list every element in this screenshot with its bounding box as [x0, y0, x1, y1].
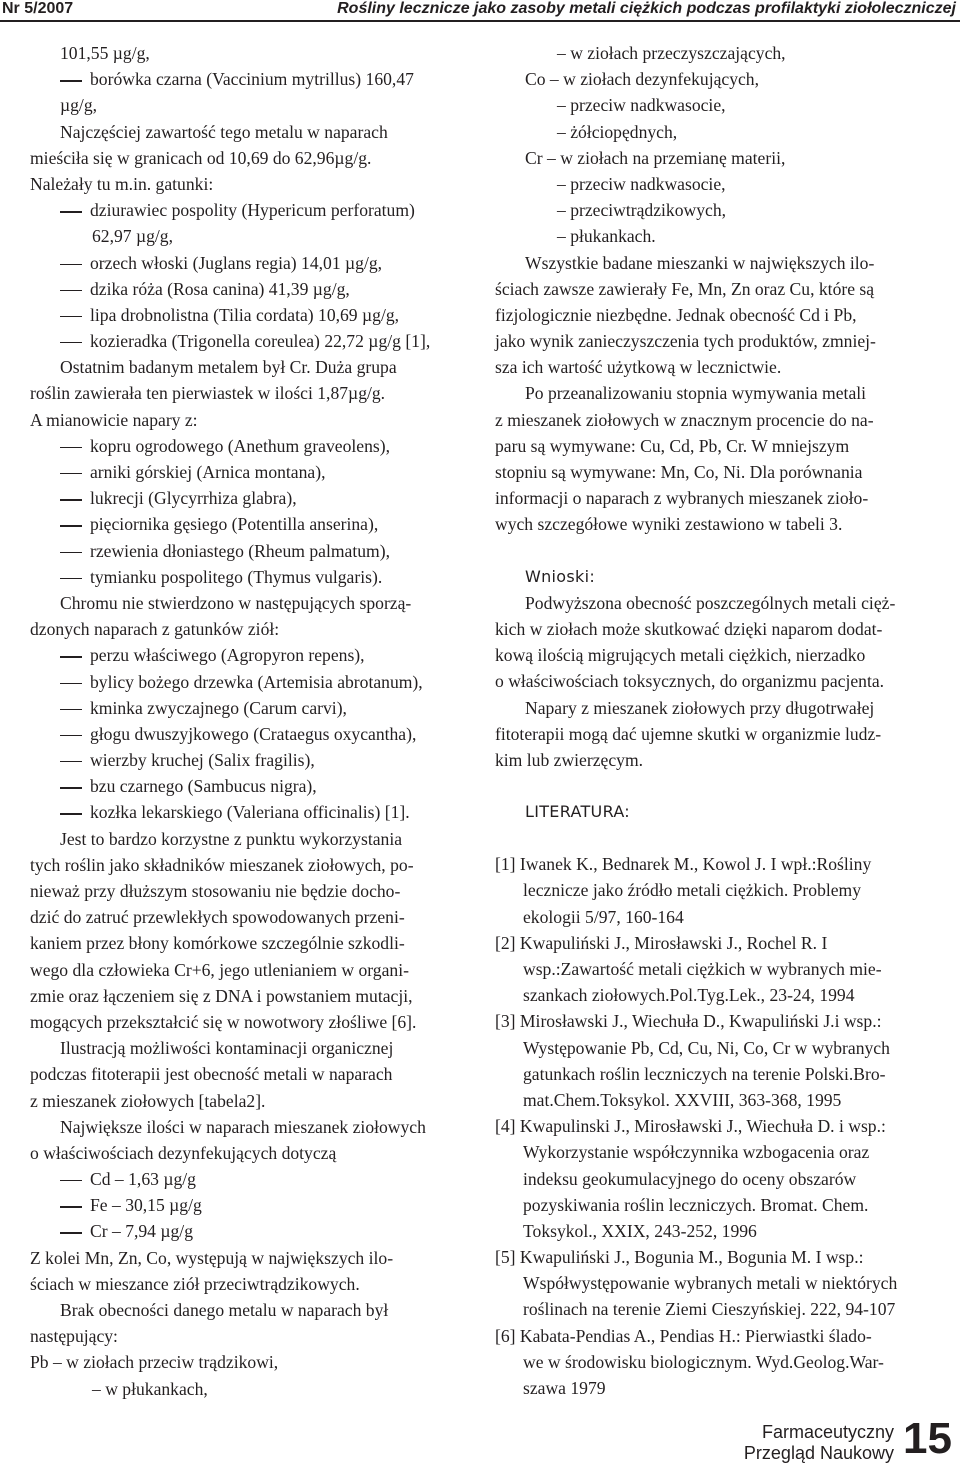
- text-line: [30, 669, 472, 695]
- line-text: kaniem przez błony komórkowe szczególnie szkodli-: [30, 933, 405, 954]
- spacer: [495, 773, 957, 799]
- spacer: [495, 538, 957, 564]
- line-text: Chromu nie stwierdzono w następujących sporzą-: [60, 592, 412, 613]
- line-text: – płukankach.: [557, 226, 656, 247]
- text-line: [495, 1008, 957, 1034]
- line-text: pozyskiwania roślin leczniczych. Bromat. Chem.: [523, 1194, 869, 1215]
- line-text: Toksykol., XXIX, 243-252, 1996: [523, 1220, 757, 1241]
- text-line: [30, 1140, 472, 1166]
- text-line: [495, 407, 957, 433]
- text-line: [495, 668, 957, 694]
- line-text: dzić do zatruć przewlekłych spowodowanych przeni-: [30, 907, 405, 928]
- section-heading: [495, 799, 957, 825]
- line-text: kozieradka (Trigonella coreulea) 22,72 µg/g [1],: [90, 331, 431, 352]
- line-text: gatunkach roślin leczniczych na terenie Polski.Bro-: [523, 1063, 886, 1084]
- text-line: [30, 250, 472, 276]
- text-line: [30, 930, 472, 956]
- text-line: [30, 590, 472, 616]
- left-column: [30, 40, 472, 1402]
- line-text: stopniu są wymywane: Mn, Co, Ni. Dla porównania: [495, 462, 863, 482]
- line-text: kową ilością migrujących metali ciężkich, nierzadko: [495, 645, 866, 666]
- line-text: Podwyższona obecność poszczególnych metali cięż-: [525, 592, 896, 613]
- text-line: [495, 1192, 957, 1218]
- line-text: Występowanie Pb, Cd, Cu, Ni, Co, Cr w wybranych: [523, 1037, 890, 1058]
- line-text: LITERATURA:: [525, 802, 630, 822]
- line-text: Cr – w ziołach na przemianę materii,: [525, 147, 786, 168]
- page-number: 15: [903, 1414, 952, 1463]
- text-line: [30, 66, 472, 92]
- line-text: następujący:: [30, 1326, 118, 1347]
- text-line: [495, 877, 957, 903]
- text-line: [495, 956, 957, 982]
- text-line: [495, 1166, 957, 1192]
- line-text: szankach ziołowych.Pol.Tyg.Lek., 23-24, 1994: [523, 985, 855, 1006]
- line-text: Z kolei Mn, Zn, Co, występują w największych ilo-: [30, 1247, 394, 1268]
- line-text: nieważ przy dłuższym stosowaniu nie będzie docho-: [30, 881, 401, 901]
- line-text: fizjologicznie niezbędne. Jednak obecność Cd i Pb,: [495, 304, 857, 325]
- line-text: dzika róża (Rosa canina) 41,39 µg/g,: [90, 278, 350, 299]
- line-text: roślin zawierała ten pierwiastek w ilości 1,87µg/g.: [30, 383, 386, 404]
- page-footer: [692, 1410, 952, 1470]
- line-text: lukrecji (Glycyrrhiza glabra),: [90, 488, 297, 509]
- line-text: dzonych naparach z gatunków ziół:: [30, 619, 280, 640]
- text-line: [495, 119, 957, 145]
- line-text: podczas fitoterapii jest obecność metali w naparach: [30, 1064, 393, 1085]
- line-text: ekologii 5/97, 160-164: [523, 906, 684, 927]
- text-line: [495, 1061, 957, 1087]
- text-line: [495, 92, 957, 118]
- text-line: [30, 852, 472, 878]
- line-text: lipa drobnolistna (Tilia cordata) 10,69 µg/g,: [90, 304, 400, 325]
- text-line: [495, 459, 957, 485]
- text-line: [495, 695, 957, 721]
- text-line: [30, 773, 472, 799]
- text-line: [30, 302, 472, 328]
- text-line: [30, 433, 472, 459]
- line-text: [6] Kabata-Pendias A., Pendias H.: Pierwiastki ślado-: [495, 1325, 872, 1346]
- text-line: [30, 485, 472, 511]
- line-text: Ostatnim badanym metalem był Cr. Duża grupa: [60, 357, 397, 378]
- line-text: z mieszanek ziołowych [tabela2].: [30, 1090, 266, 1111]
- text-line: [30, 747, 472, 773]
- text-line: [30, 1114, 472, 1140]
- text-line: [495, 590, 957, 616]
- text-line: [495, 930, 957, 956]
- running-title: Rośliny lecznicze jako zasoby metali ciężkich podczas profilaktyki ziołoleczniczej: [337, 0, 956, 17]
- text-line: [30, 145, 472, 171]
- line-text: kozłka lekarskiego (Valeriana officinalis) [1].: [90, 802, 410, 823]
- line-text: orzech włoski (Juglans regia) 14,01 µg/g,: [90, 252, 383, 273]
- line-text: pięciornika gęsiego (Potentilla anserina),: [90, 514, 379, 535]
- line-text: – przeciw nadkwasocie,: [557, 173, 726, 194]
- line-text: jako wynik zanieczyszczenia tych produktów, zmniej-: [495, 331, 876, 352]
- line-text: dziurawiec pospolity (Hypericum perforatum): [90, 200, 415, 221]
- line-text: ściach zawsze zawierały Fe, Mn, Zn oraz Cu, które są: [495, 278, 875, 299]
- line-text: [2] Kwapuliński J., Mirosławski J., Rochel R. I: [495, 932, 828, 953]
- header-rule: [0, 20, 960, 22]
- running-header: [0, 0, 960, 22]
- text-line: [30, 407, 472, 433]
- line-text: [3] Mirosławski J., Wiechuła D., Kwapuliński J.i wsp.:: [495, 1011, 882, 1032]
- line-text: 101,55 µg/g,: [60, 43, 150, 63]
- text-line: [30, 1035, 472, 1061]
- text-line: [495, 302, 957, 328]
- text-line: [30, 616, 472, 642]
- line-text: Fe – 30,15 µg/g: [90, 1195, 202, 1216]
- line-text: szawa 1979: [523, 1378, 606, 1398]
- spacer: [495, 825, 957, 851]
- text-line: [30, 538, 472, 564]
- text-line: [30, 1297, 472, 1323]
- text-line: [30, 354, 472, 380]
- line-text: roślinach na terenie Ziemi Cieszyńskiej. 222, 94-107: [523, 1299, 896, 1320]
- text-line: [495, 1113, 957, 1139]
- line-text: z mieszanek ziołowych w znacznym procencie do na-: [495, 409, 874, 430]
- text-line: [30, 40, 472, 66]
- text-line: [30, 1061, 472, 1087]
- text-line: [495, 66, 957, 92]
- line-text: bylicy bożego drzewka (Artemisia abrotanum),: [90, 671, 423, 692]
- line-text: fitoterapii mogą dać ujemne skutki w organizmie ludz-: [495, 723, 882, 744]
- text-line: [495, 328, 957, 354]
- text-line: [30, 1323, 472, 1349]
- text-line: [495, 982, 957, 1008]
- text-line: [30, 1376, 472, 1402]
- line-text: Cd – 1,63 µg/g: [90, 1169, 196, 1190]
- line-text: Napary z mieszanek ziołowych przy długotrwałej: [525, 697, 875, 718]
- text-line: [30, 1218, 472, 1244]
- text-line: [30, 1088, 472, 1114]
- text-line: [30, 1166, 472, 1192]
- line-text: tymianku pospolitego (Thymus vulgaris).: [90, 566, 383, 587]
- text-line: [495, 145, 957, 171]
- text-line: [30, 826, 472, 852]
- text-line: [30, 564, 472, 590]
- right-column: [495, 40, 957, 1401]
- text-line: [30, 1349, 472, 1375]
- text-line: [30, 878, 472, 904]
- line-text: [1] Iwanek K., Bednarek M., Kowol J. I wpł.:Rośliny: [495, 854, 872, 875]
- line-text: kminka zwyczajnego (Carum carvi),: [90, 697, 347, 718]
- section-heading: [495, 564, 957, 590]
- line-text: Największe ilości w naparach mieszanek ziołowych: [60, 1116, 426, 1137]
- text-line: [495, 721, 957, 747]
- text-line: [495, 1270, 957, 1296]
- text-line: [495, 1218, 957, 1244]
- text-line: [30, 459, 472, 485]
- line-text: Jest to bardzo korzystne z punktu wykorzystania: [60, 828, 403, 849]
- text-line: [30, 1192, 472, 1218]
- text-line: [495, 642, 957, 668]
- line-text: ściach w mieszance ziół przeciwtrądzikowych.: [30, 1273, 360, 1294]
- text-line: [495, 1087, 957, 1113]
- text-line: [495, 851, 957, 877]
- line-text: kim lub zwierzęcym.: [495, 749, 644, 770]
- text-line: [495, 1296, 957, 1322]
- line-text: borówka czarna (Vaccinium mytrillus) 160,47: [90, 69, 414, 90]
- line-text: Po przeanalizowaniu stopnia wymywania metali: [525, 383, 867, 404]
- line-text: Co – w ziołach dezynfekujących,: [525, 69, 760, 90]
- text-line: [495, 380, 957, 406]
- text-line: [30, 223, 472, 249]
- line-text: kopru ogrodowego (Anethum graveolens),: [90, 435, 390, 456]
- text-line: [30, 511, 472, 537]
- line-text: o właściwościach toksycznych, do organizmu pacjenta.: [495, 671, 885, 692]
- text-line: [495, 354, 957, 380]
- text-line: [495, 250, 957, 276]
- text-line: [495, 1035, 957, 1061]
- text-line: [30, 695, 472, 721]
- line-text: 62,97 µg/g,: [92, 226, 174, 247]
- text-line: [495, 904, 957, 930]
- text-line: [30, 92, 472, 118]
- line-text: sza ich wartość użytkową w lecznictwie.: [495, 357, 782, 378]
- line-text: tych roślin jako składników mieszanek ziołowych, po-: [30, 854, 414, 875]
- text-line: [30, 904, 472, 930]
- line-text: kich w ziołach może skutkować dzięki naparom dodat-: [495, 618, 883, 639]
- journal-name-line2: Przegląd Naukowy: [743, 1443, 894, 1463]
- text-line: [30, 799, 472, 825]
- line-text: Wnioski:: [525, 566, 596, 586]
- text-line: [30, 721, 472, 747]
- line-text: – przeciwtrądzikowych,: [557, 200, 727, 221]
- line-text: – w płukankach,: [92, 1378, 208, 1399]
- line-text: Wszystkie badane mieszanki w największych ilo-: [525, 252, 875, 273]
- text-line: [495, 197, 957, 223]
- line-text: Najczęściej zawartość tego metalu w naparach: [60, 121, 388, 142]
- line-text: [5] Kwapuliński J., Bogunia M., Bogunia M. I wsp.:: [495, 1247, 864, 1268]
- line-text: lecznicze jako źródło metali ciężkich. Problemy: [523, 880, 862, 901]
- text-line: [495, 1375, 957, 1401]
- line-text: – w ziołach przeczyszczających,: [557, 43, 786, 63]
- text-line: [30, 380, 472, 406]
- line-text: wsp.:Zawartość metali ciężkich w wybranych mie-: [523, 959, 882, 979]
- line-text: – przeciw nadkwasocie,: [557, 95, 726, 116]
- line-text: perzu właściwego (Agropyron repens),: [90, 645, 365, 666]
- line-text: wego dla człowieka Cr+6, jego utlenianiem w organi-: [30, 959, 409, 980]
- line-text: mogących przekształcić się w nowotwory złośliwe [6].: [30, 1011, 417, 1032]
- line-text: indeksu geokumulacyjnego do oceny obszarów: [523, 1168, 857, 1189]
- text-line: [30, 983, 472, 1009]
- text-line: [30, 328, 472, 354]
- line-text: paru są wymywane: Cu, Cd, Pb, Cr. W mniejszym: [495, 435, 850, 456]
- line-text: głogu dwuszyjkowego (Crataegus oxycantha),: [90, 723, 417, 744]
- text-line: [30, 642, 472, 668]
- journal-name-line1: Farmaceutyczny: [761, 1422, 894, 1442]
- line-text: – żółciopędnych,: [557, 121, 678, 142]
- line-text: rzewienia dłoniastego (Rheum palmatum),: [90, 540, 390, 561]
- journal-name: [744, 1422, 894, 1464]
- text-line: [30, 197, 472, 223]
- text-line: [495, 433, 957, 459]
- line-text: zmie oraz łączeniem się z DNA i powstaniem mutacji,: [30, 985, 413, 1006]
- line-text: mieściła się w granicach od 10,69 do 62,96µg/g.: [30, 147, 372, 168]
- text-line: [30, 276, 472, 302]
- line-text: wierzby kruchej (Salix fragilis),: [90, 750, 315, 771]
- line-text: mat.Chem.Toksykol. XXVIII, 363-368, 1995: [523, 1089, 842, 1110]
- text-line: [495, 171, 957, 197]
- text-line: [30, 119, 472, 145]
- line-text: Brak obecności danego metalu w naparach był: [60, 1300, 389, 1320]
- line-text: Należały tu m.in. gatunki:: [30, 173, 214, 194]
- text-line: [495, 223, 957, 249]
- line-text: Współwystępowanie wybranych metali w niektórych: [523, 1273, 898, 1294]
- text-line: [495, 1349, 957, 1375]
- text-line: [30, 957, 472, 983]
- text-line: [30, 1271, 472, 1297]
- line-text: A mianowicie napary z:: [30, 409, 198, 430]
- text-line: [495, 40, 957, 66]
- line-text: bzu czarnego (Sambucus nigra),: [90, 776, 317, 797]
- line-text: arniki górskiej (Arnica montana),: [90, 462, 326, 482]
- line-text: Ilustracją możliwości kontaminacji organicznej: [60, 1038, 394, 1059]
- text-line: [495, 747, 957, 773]
- text-line: [495, 1244, 957, 1270]
- text-line: [495, 511, 957, 537]
- line-text: [4] Kwapulinski J., Mirosławski J., Wiechuła D. i wsp.:: [495, 1116, 886, 1137]
- line-text: wych szczegółowe wyniki zestawiono w tabeli 3.: [495, 514, 843, 535]
- text-line: [30, 171, 472, 197]
- line-text: o właściwościach dezynfekujących dotyczą: [30, 1142, 337, 1163]
- line-text: µg/g,: [60, 95, 98, 116]
- line-text: informacji o naparach z wybranych mieszanek zioło-: [495, 488, 869, 509]
- line-text: Pb – w ziołach przeciw trądzikowi,: [30, 1352, 279, 1373]
- line-text: we w środowisku biologicznym. Wyd.Geolog.War-: [523, 1351, 884, 1372]
- text-line: [495, 276, 957, 302]
- line-text: Wykorzystanie współczynnika wzbogacenia oraz: [523, 1142, 870, 1163]
- text-line: [30, 1009, 472, 1035]
- issue-number: Nr 5/2007: [2, 0, 74, 17]
- text-line: [495, 1139, 957, 1165]
- text-line: [495, 616, 957, 642]
- line-text: Cr – 7,94 µg/g: [90, 1221, 193, 1242]
- text-line: [495, 485, 957, 511]
- text-line: [30, 1245, 472, 1271]
- text-line: [495, 1323, 957, 1349]
